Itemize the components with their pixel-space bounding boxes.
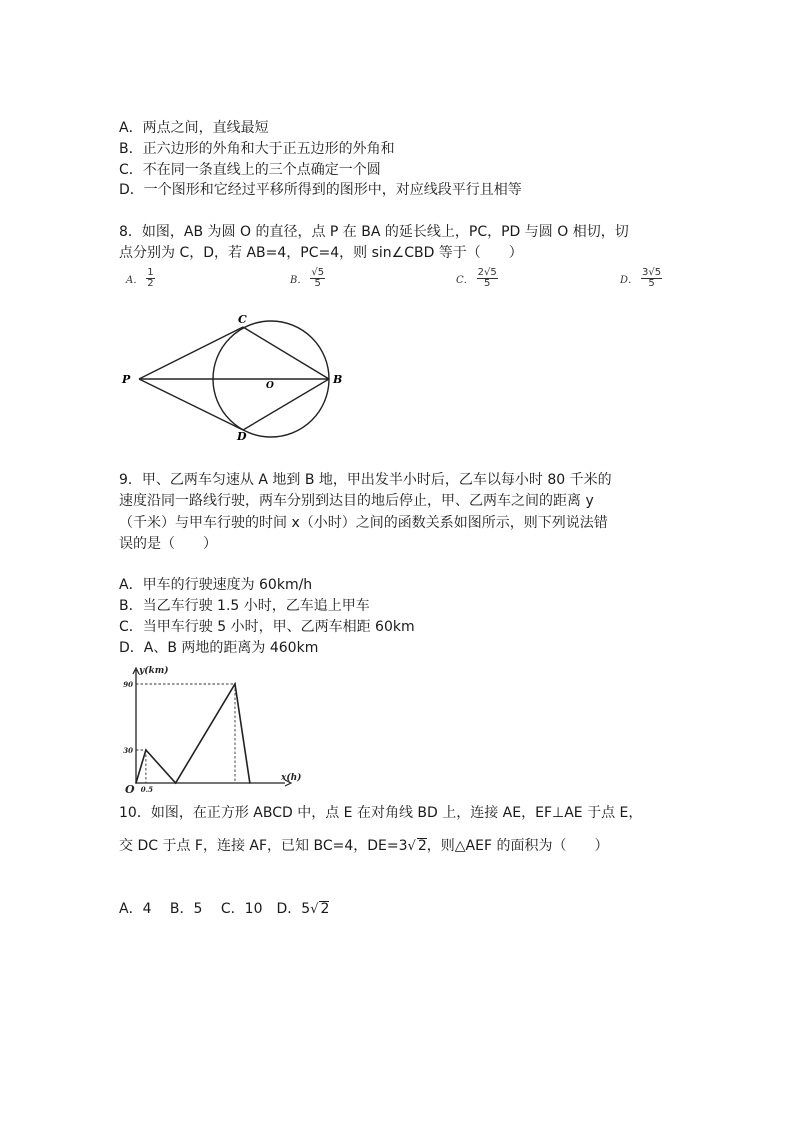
denominator: 2 (147, 278, 154, 289)
denominator: 5 (484, 278, 491, 289)
q10-stem-line2-text: 交 DC 于点 F，连接 AF，已知 BC=4，DE=3 (119, 838, 408, 854)
numerator: 1 (147, 267, 154, 278)
q9-stem-line3: （千米）与甲车行驶的时间 x（小时）之间的函数关系如图所示，则下列说法错 (119, 515, 608, 531)
segment-cb (243, 327, 329, 379)
radical-sign: √ (310, 902, 319, 917)
q8-stem-line1: 8．如图，AB 为圆 O 的直径，点 P 在 BA 的延长线上，PC，PD 与圆 O 相切，切 (119, 224, 629, 240)
point-label-p: P (122, 373, 131, 386)
segment-pd (139, 379, 243, 430)
q8-choice-a-label: A． (126, 275, 144, 286)
q9-option-d: D．A、B 两地的距离为 460km (119, 640, 319, 656)
q7-option-a: A．两点之间，直线最短 (119, 120, 269, 136)
q9-option-b: B．当乙车行驶 1.5 小时，乙车追上甲车 (119, 598, 370, 614)
q9-stem-line4: 误的是（ ） (119, 536, 217, 552)
q7-option-b: B．正六边形的外角和大于正五边形的外角和 (119, 141, 395, 157)
segment-db (243, 379, 329, 430)
point-label-o: O (266, 381, 274, 391)
x-axis-label: x(h) (281, 773, 302, 783)
q8-choice-c-label: C． (456, 275, 474, 286)
q10-stem-line2-tail: ，则△AEF 的面积为（ ） (426, 838, 609, 854)
y-tick-label: 30 (123, 746, 133, 755)
numerator: 3√5 (642, 267, 662, 278)
radicand: 2 (417, 838, 427, 854)
q7-option-d: D．一个图形和它经过平移所得到的图形中，对应线段平行且相等 (119, 182, 522, 198)
q8-stem-line2: 点分别为 C，D，若 AB=4，PC=4，则 sin∠CBD 等于（ ） (119, 245, 523, 261)
x-tick-label: 0.5 (140, 785, 153, 794)
y-tick-label: 90 (123, 680, 133, 689)
q8-choice-b-label: B． (290, 275, 308, 286)
y-axis-label: y(km) (139, 666, 169, 676)
segment-pc (139, 327, 243, 379)
data-point (234, 683, 236, 685)
q10-stem-line2 (119, 836, 608, 857)
radical-sign: √ (407, 839, 416, 854)
data-point (135, 782, 137, 784)
data-point (175, 782, 177, 784)
data-point (249, 782, 251, 784)
data-point (145, 749, 147, 751)
denominator: 5 (648, 278, 655, 289)
q10-options-text: A．4 B．5 C．10 D．5 (119, 901, 311, 917)
point-label-d: D (237, 430, 247, 443)
point-label-c: C (238, 313, 247, 326)
q10-stem-line1: 10．如图，在正方形 ABCD 中，点 E 在对角线 BD 上，连接 AE，EF⊥AE 于点 E， (119, 805, 643, 821)
q9-stem-line2: 速度沿同一路线行驶，两车分别到达目的地后停止，甲、乙两车之间的距离 y (119, 493, 594, 509)
series-line (136, 684, 250, 783)
q8-choice-d-label: D． (620, 275, 639, 286)
radicand: 2 (320, 901, 330, 917)
q9-distance-time-chart (115, 662, 300, 802)
origin-label: O (125, 783, 135, 796)
q9-option-c: C．当甲车行驶 5 小时，甲、乙两车相距 60km (119, 619, 415, 635)
numerator: 2√5 (477, 267, 497, 278)
point-label-b: B (333, 373, 343, 386)
denominator: 5 (314, 278, 321, 289)
q7-option-c: C．不在同一条直线上的三个点确定一个圆 (119, 162, 381, 178)
q9-stem-line1: 9．甲、乙两车匀速从 A 地到 B 地，甲出发半小时后，乙车以每小时 80 千米的 (119, 472, 612, 488)
numerator: √5 (311, 267, 325, 278)
q9-option-a: A．甲车的行驶速度为 60km/h (119, 577, 313, 593)
q10-options (119, 899, 329, 920)
